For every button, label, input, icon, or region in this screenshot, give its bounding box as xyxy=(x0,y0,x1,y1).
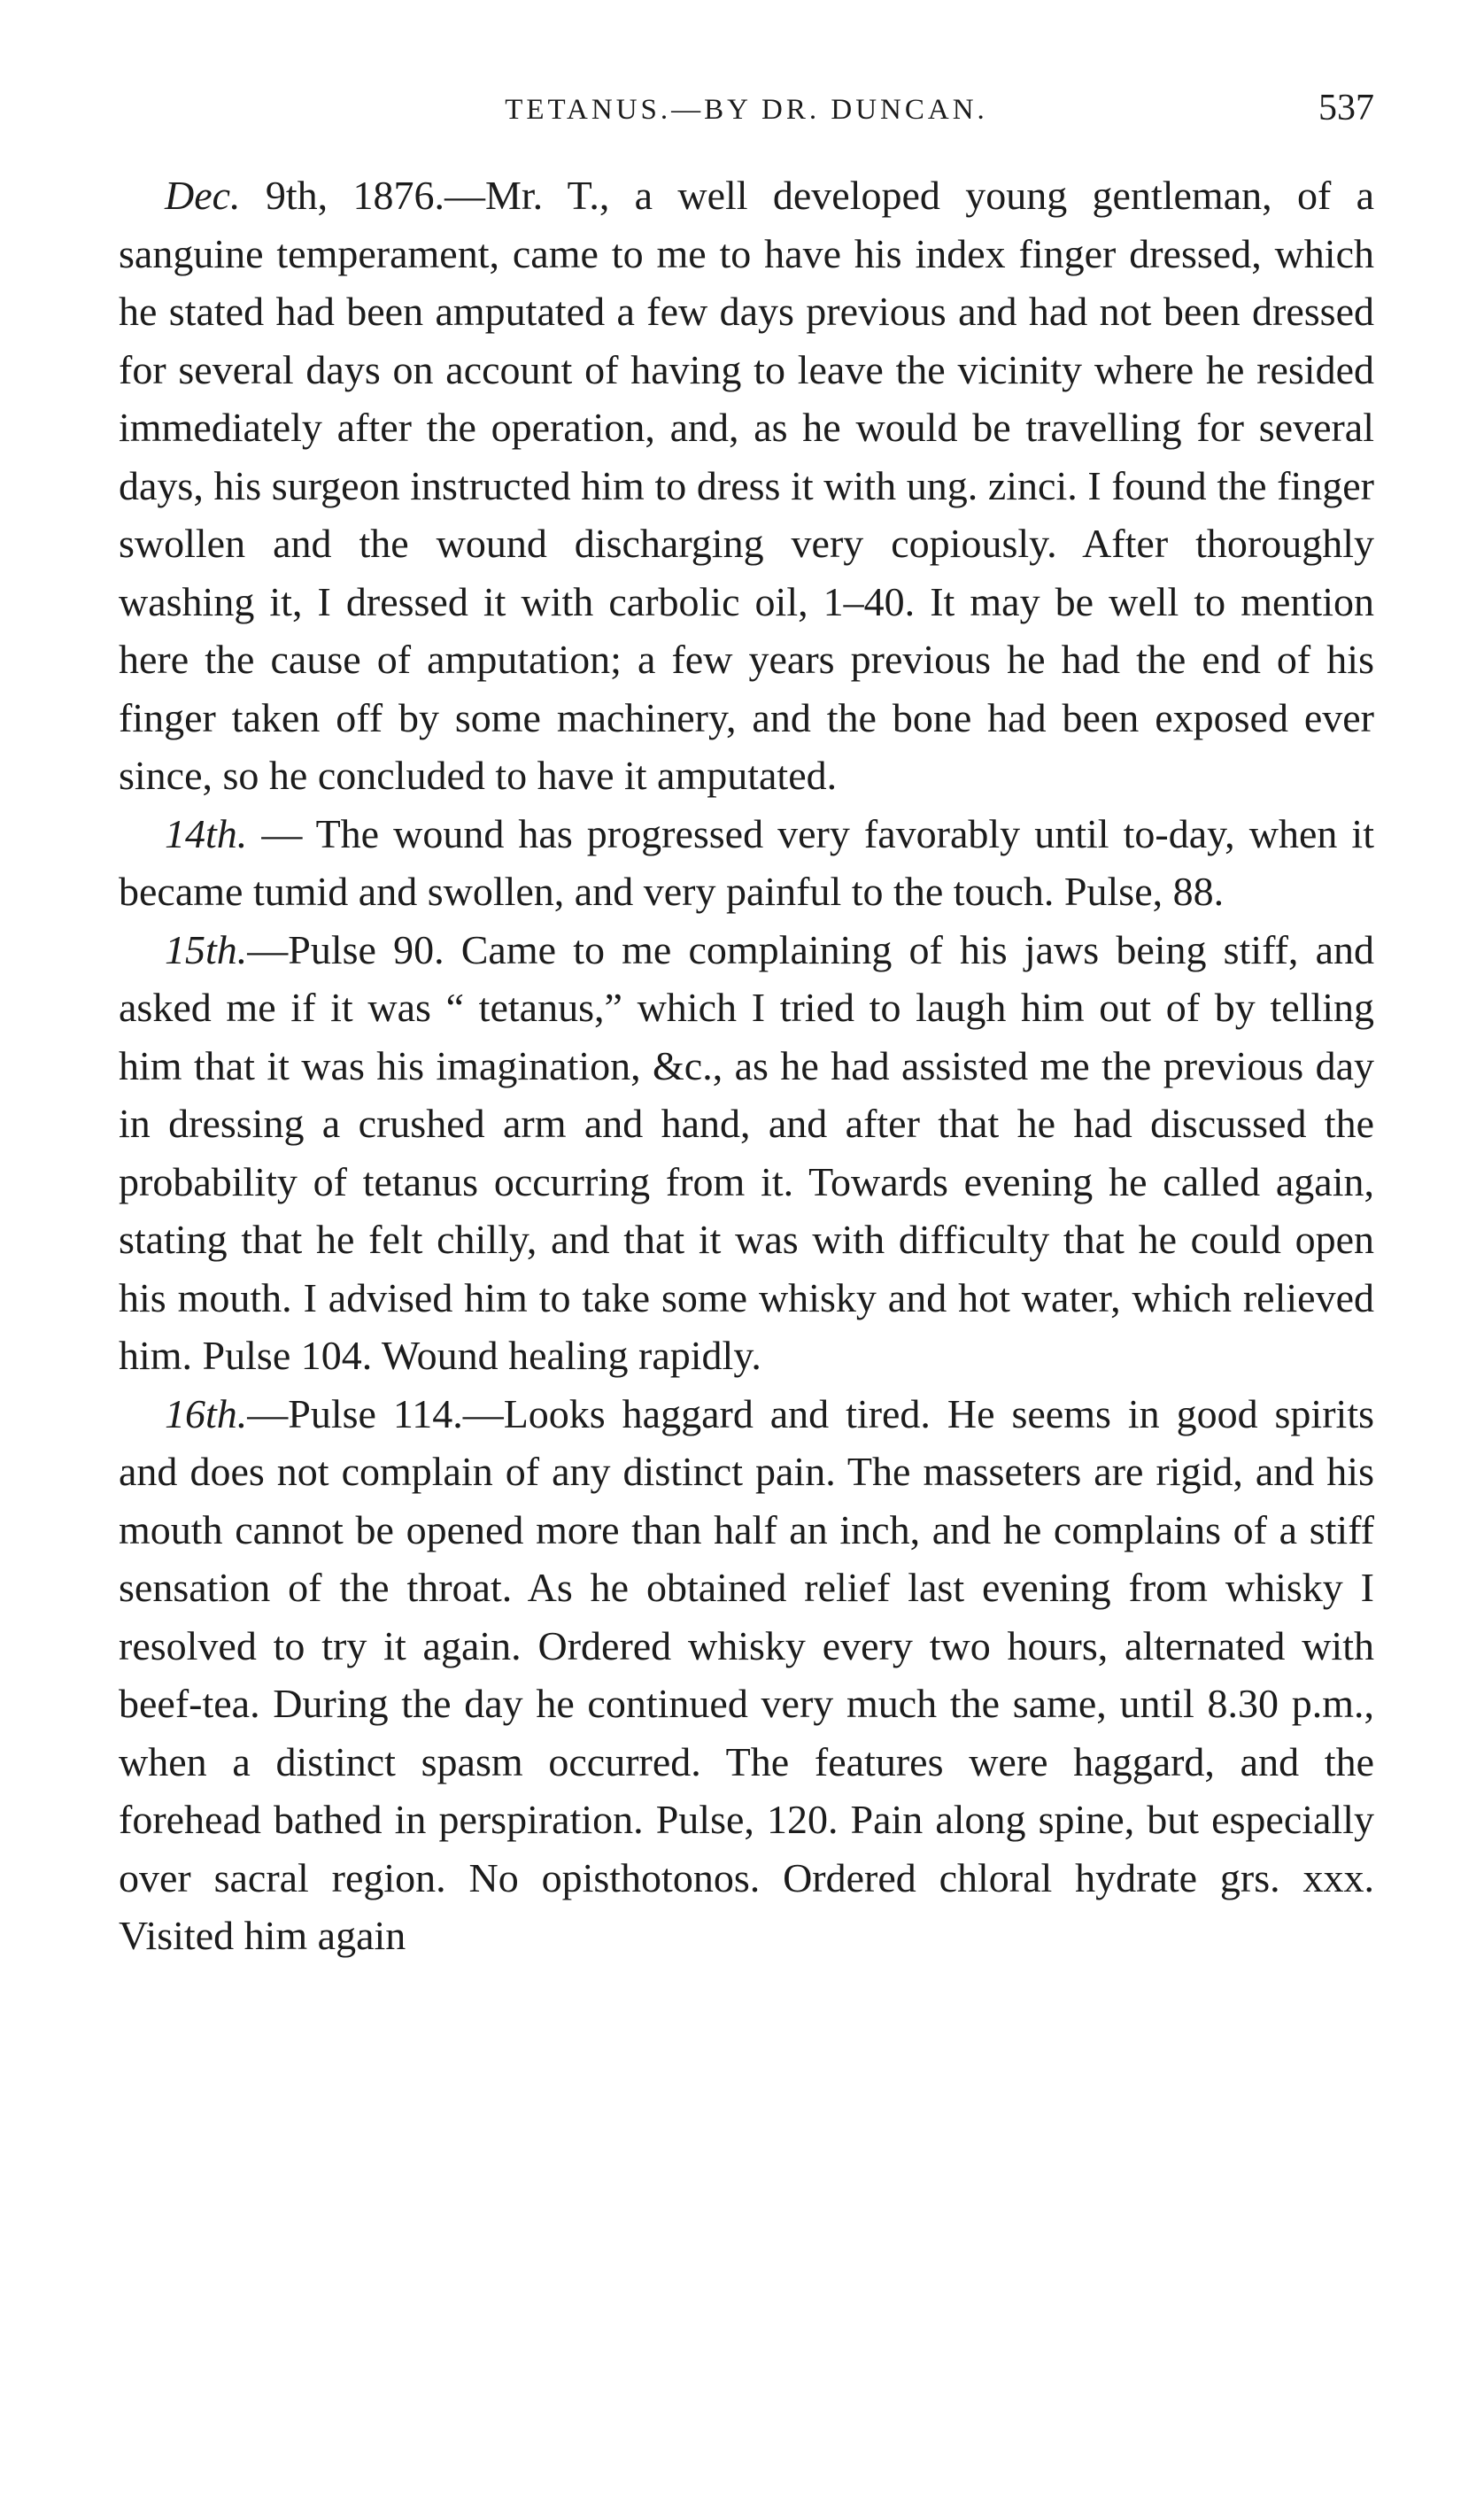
body-text xyxy=(119,166,1374,1965)
paragraph-text: — The wound has progressed very favorably until to-day, when it became tumid and swollen, and very painful to the touch. Pulse, 88. xyxy=(119,810,1374,914)
paragraph-date-lead: 15th. xyxy=(165,926,248,972)
paragraph-15th xyxy=(119,921,1374,1385)
paragraph-date-lead: 16th. xyxy=(165,1390,248,1436)
paragraph-text: —Pulse 90. Came to me complaining of his jaws being stiff, and asked me if it was “ tetanus,” which I tried to laugh him out of by telling him that it was his imagination, &c., as he had assisted me the previous day in dressing a crushed arm and hand, and after that he had discussed the probability of tetanus occurring from it. Towards evening he called again, stating that he felt chilly, and that it was with difficulty that he could open his mouth. I advised him to take some whisky and hot water, which relieved him. Pulse 104. Wound healing rapidly. xyxy=(119,926,1374,1378)
paragraph-14th xyxy=(119,805,1374,921)
running-title: TETANUS.—BY DR. DUNCAN. xyxy=(505,94,988,126)
paragraph-date-lead: 14th. xyxy=(165,810,248,856)
paragraph-text: 9th, 1876.—Mr. T., a well developed young gentleman, of a sanguine temperament, came to me to have his index finger dressed, which he stated had been amputated a few days previous and had not been dressed for several days on account of having to leave the vicinity where he resided immediately after the operation, and, as he would be travelling for several days, his surgeon instructed him to dress it with ung. zinci. I found the finger swollen and the wound discharging very copiously. After thoroughly washing it, I dressed it with carbolic oil, 1–40. It may be well to mention here the cause of amputation; a few years previous he had the end of his finger taken off by some machinery, and the bone had been exposed ever since, so he concluded to have it amputated. xyxy=(119,173,1374,798)
book-page xyxy=(119,85,1374,1965)
paragraph-16th xyxy=(119,1385,1374,1965)
running-header xyxy=(119,85,1374,147)
paragraph-text: —Pulse 114.—Looks haggard and tired. He seems in good spirits and does not complain of any distinct pain. The masseters are rigid, and his mouth cannot be opened more than half an inch, and he complains of a stiff sensation of the throat. As he obtained relief last evening from whisky I resolved to try it again. Ordered whisky every two hours, alternated with beef-tea. During the day he continued very much the same, until 8.30 p.m., when a distinct spasm occurred. The features were haggard, and the forehead bathed in perspiration. Pulse, 120. Pain along spine, but especially over sacral region. No opisthotonos. Ordered chloral hydrate grs. xxx. Visited him again xyxy=(119,1390,1374,1958)
page-number: 537 xyxy=(1318,88,1374,128)
paragraph-date-lead: Dec. xyxy=(165,173,241,218)
paragraph-dec-9th xyxy=(119,166,1374,805)
